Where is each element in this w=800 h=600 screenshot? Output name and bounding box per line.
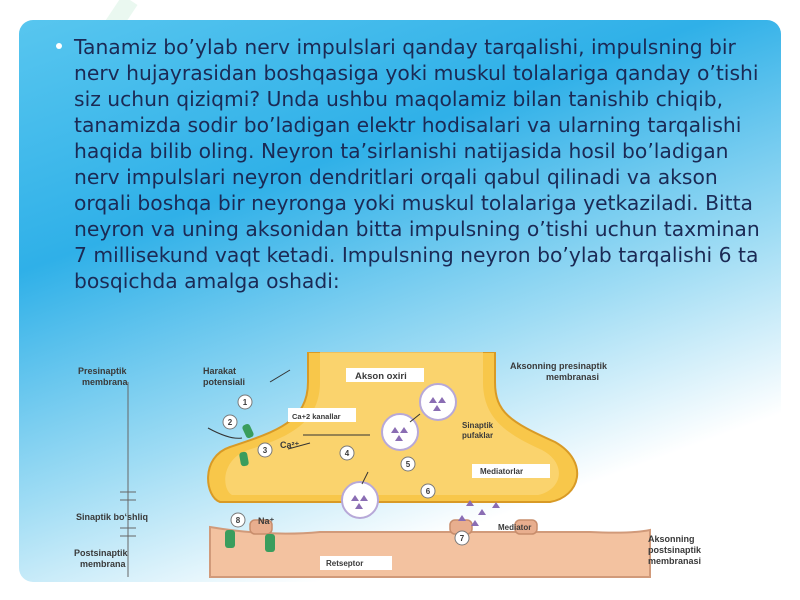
- label-mediator: Mediator: [498, 523, 532, 532]
- synapse-diagram: [70, 352, 750, 582]
- label-presyn-membrane-2: membranasi: [546, 372, 600, 382]
- label-postsyn-membrane-2: postsinaptik: [648, 545, 702, 555]
- label-presyn-membrane: Aksonning presinaptik: [510, 361, 608, 371]
- label-postsyn-membrane-3: membranasi: [648, 556, 702, 566]
- body-paragraph: Tanamiz bo’ylab nerv impulslari qanday tarqalishi, impulsning bir nerv hujayrasidan boshqasiga yoki muskul tolalariga qanday o’tishi siz uchun qiziqmi? Unda ushbu maqolamiz bilan tanishib chiqib, tanamizda sodir bo’ladigan elektr hodisalari va ularning tarqalishi haqida bilib oling. Neyron ta’sirlanishi natijasida hosil bo’ladigan nerv impulslari neyron dendritlari orqali qabul qilinadi va akson orqali boshqa bir neyronga yoki muskul tolalariga yetkaziladi. Bitta neyron va uning aksonidan bitta impulsning o’tishi uchun taxminan 7 millisekund vaqt ketadi. Impulsning neyron bo’ylab tarqalishi 6 ta bosqichda amalga oshadi:: [74, 35, 760, 293]
- label-postsyn-membrane: Aksonning: [648, 534, 695, 544]
- postsynaptic-membrane: [210, 527, 650, 577]
- step-5: 5: [405, 460, 411, 469]
- label-ca-channels: Ca+2 kanallar: [292, 412, 341, 421]
- step-1: 1: [242, 398, 248, 407]
- label-vesicles-2: pufaklar: [462, 431, 494, 440]
- label-presynaptic: Presinaptik: [78, 366, 127, 376]
- bullet-icon: [56, 43, 62, 49]
- step-6: 6: [425, 487, 431, 496]
- label-receptor: Retseptor: [326, 559, 364, 568]
- label-cleft: Sinaptik bo‘shliq: [76, 512, 149, 522]
- label-mediators: Mediatorlar: [480, 467, 524, 476]
- label-presynaptic-2: membrana: [82, 377, 128, 387]
- label-ca-ion: Ca²⁺: [280, 440, 300, 450]
- label-action-potential: Harakat: [203, 366, 237, 376]
- step-8: 8: [235, 516, 241, 525]
- label-axon-end: Akson oxiri: [355, 371, 407, 382]
- label-vesicles: Sinaptik: [462, 421, 494, 430]
- step-7: 7: [459, 534, 465, 543]
- label-postsynaptic-2: membrana: [80, 559, 126, 569]
- step-2: 2: [227, 418, 233, 427]
- step-4: 4: [344, 449, 350, 458]
- label-action-potential-2: potensiali: [203, 377, 246, 387]
- step-3: 3: [262, 446, 268, 455]
- label-na-ion: Na⁺: [258, 516, 275, 526]
- label-postsynaptic: Postsinaptik: [74, 548, 128, 558]
